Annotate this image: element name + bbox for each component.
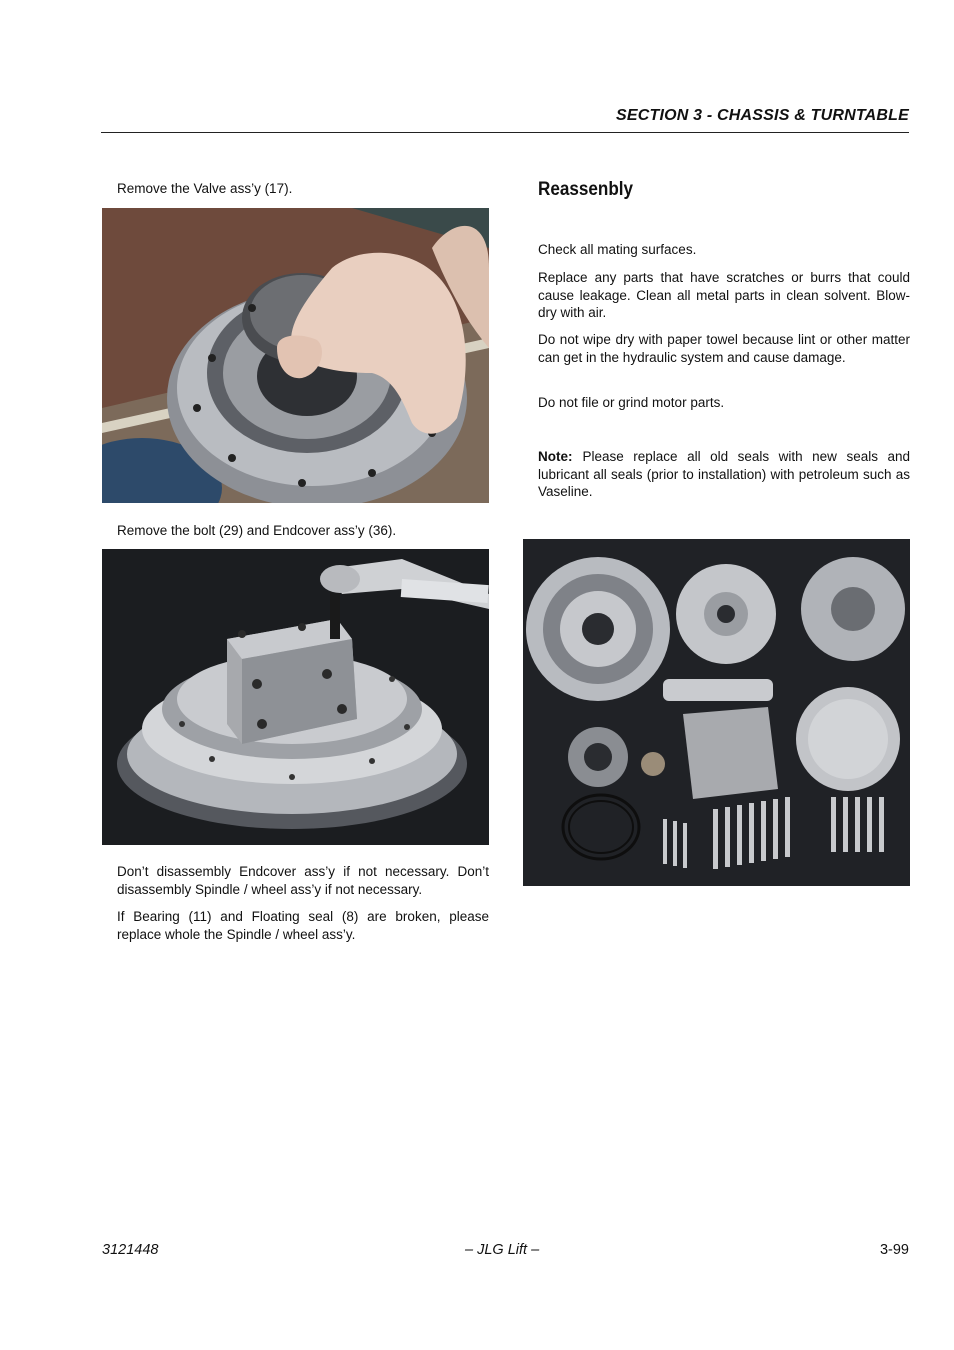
note-text: Please replace all old seals with new seals and lubricant all seals (prior to installation) with petroleum such as Vaseline.	[538, 449, 910, 499]
footer-doc-number: 3121448	[102, 1242, 159, 1258]
note-label: Note:	[538, 449, 573, 464]
header-rule	[101, 132, 909, 133]
para-no-paper-towel: Do not wipe dry with paper towel because lint or other matter can get in the hydraulic system and cause damage.	[538, 332, 910, 365]
step-remove-valve: Remove the Valve ass’y (17).	[117, 181, 293, 196]
para-replace-parts: Replace any parts that have scratches or burrs that could cause leakage. Clean all metal parts in clean solvent. Blow-dry with air.	[538, 270, 910, 320]
step-remove-endcover: Remove the bolt (29) and Endcover ass’y (36).	[117, 523, 397, 538]
footer-page-number: 3-99	[879, 1242, 909, 1258]
reassembly-heading: Reassenbly	[538, 179, 634, 200]
photo-endcover-removal	[102, 549, 489, 845]
footer-center: – JLG Lift –	[465, 1242, 540, 1258]
para-check-surfaces: Check all mating surfaces.	[538, 242, 697, 257]
section-title: SECTION 3 - CHASSIS & TURNTABLE	[615, 107, 909, 124]
photo-disassembled-parts	[523, 539, 910, 886]
para-no-grind: Do not file or grind motor parts.	[538, 395, 725, 410]
photo-valve-removal	[102, 208, 489, 503]
para-bearing-broken: If Bearing (11) and Floating seal (8) are broken, please replace whole the Spindle / wheel ass’y.	[117, 909, 489, 942]
note	[538, 448, 910, 501]
para-dont-disassemble: Don’t disassembly Endcover ass’y if not necessary. Don’t disassembly Spindle / wheel ass’y if not necessary.	[117, 864, 489, 897]
